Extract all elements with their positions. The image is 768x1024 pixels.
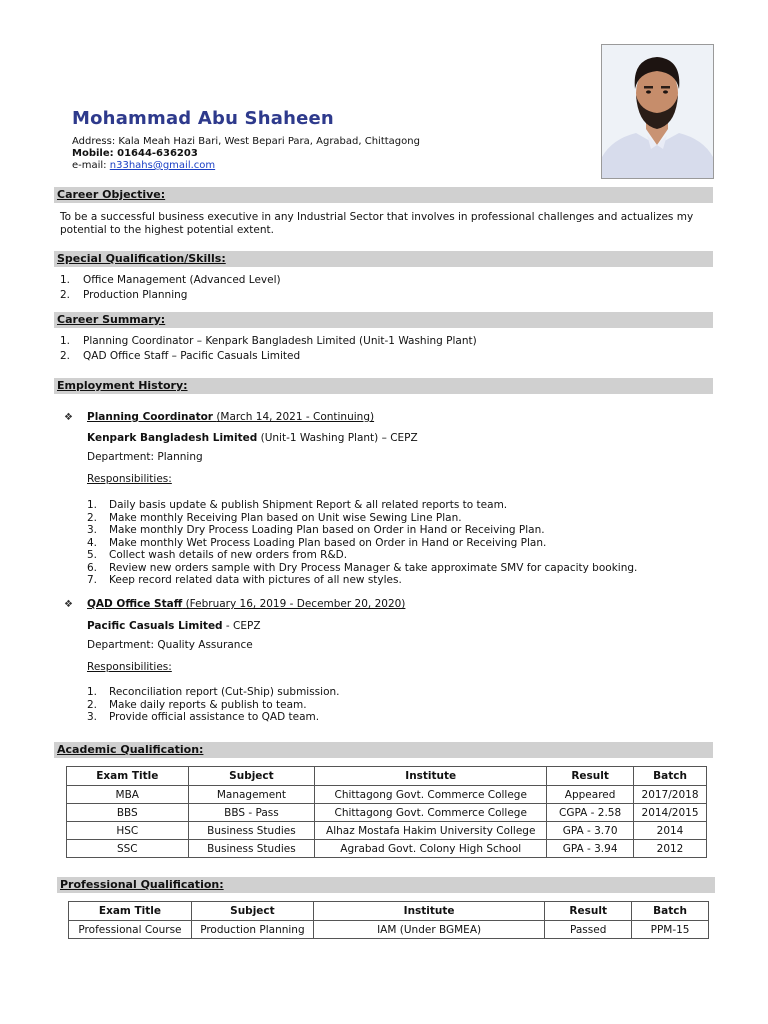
list-number: 2.: [87, 698, 98, 711]
column-header-batch: Batch: [634, 767, 707, 786]
cell-institute: Chittagong Govt. Commerce College: [315, 804, 547, 822]
job-responsibilities-list: [87, 499, 637, 587]
section-career-summary: [54, 312, 713, 328]
list-number: 2.: [60, 350, 71, 362]
column-header-result: Result: [547, 767, 634, 786]
list-item: [87, 711, 340, 724]
column-header-institute: Institute: [313, 902, 544, 921]
cell-batch: 2017/2018: [634, 786, 707, 804]
address-line: [72, 136, 420, 148]
career-objective-title: Career Objective:: [57, 188, 166, 201]
cell-subject: Production Planning: [191, 921, 313, 939]
cell-result: CGPA - 2.58: [547, 804, 634, 822]
job-title-line: [87, 598, 405, 610]
email-line: [72, 160, 420, 172]
table-row: [67, 804, 707, 822]
job-entry: [64, 597, 714, 727]
list-text: Review new orders sample with Dry Process Manager & take approximate SMV for capacity booking.: [109, 561, 638, 574]
list-number: 6.: [87, 561, 98, 574]
skills-title: Special Qualification/Skills:: [57, 252, 226, 265]
list-text: Make monthly Wet Process Loading Plan based on Order in Hand or Receiving Plan.: [109, 536, 547, 549]
job-position: QAD Office Staff: [87, 598, 183, 610]
mobile-value: 01644-636203: [117, 148, 198, 159]
cell-exam: BBS: [67, 804, 189, 822]
section-employment-history: [54, 378, 713, 394]
list-text: QAD Office Staff – Pacific Casuals Limited: [83, 350, 301, 362]
job-header: [64, 410, 714, 424]
cell-subject: Business Studies: [188, 822, 315, 840]
table-row: [67, 840, 707, 858]
column-header-result: Result: [545, 902, 632, 921]
list-item: [87, 686, 340, 699]
cell-result: GPA - 3.70: [547, 822, 634, 840]
cell-institute: Alhaz Mostafa Hakim University College: [315, 822, 547, 840]
section-skills: [54, 251, 713, 267]
career-summary-list: [60, 334, 710, 364]
job-responsibilities-list: [87, 686, 340, 724]
list-text: Planning Coordinator – Kenpark Bangladesh Limited (Unit-1 Washing Plant): [83, 335, 477, 347]
list-item: [87, 574, 637, 587]
list-text: Office Management (Advanced Level): [83, 274, 281, 286]
list-item: [87, 524, 637, 537]
cell-result: Appeared: [547, 786, 634, 804]
list-item: [60, 288, 710, 303]
contact-block: [72, 136, 420, 172]
job-company-line: [87, 620, 261, 632]
list-number: 5.: [87, 549, 98, 561]
diamond-bullet-icon: ❖: [64, 411, 73, 423]
cell-subject: BBS - Pass: [188, 804, 315, 822]
academic-table: [66, 766, 707, 858]
address-value: Kala Meah Hazi Bari, West Bepari Para, Agrabad, Chittagong: [118, 136, 420, 147]
section-career-objective: [54, 187, 713, 203]
job-department: Department: Quality Assurance: [87, 639, 253, 651]
list-text: Daily basis update & publish Shipment Report & all related reports to team.: [109, 499, 508, 511]
academic-qualification-title: Academic Qualification:: [57, 743, 204, 756]
mobile-label: Mobile:: [72, 148, 114, 159]
cell-exam: Professional Course: [69, 921, 192, 939]
list-item: [87, 549, 637, 562]
job-responsibilities-label: Responsibilities:: [87, 661, 172, 673]
list-item: [87, 699, 340, 712]
job-company-detail: - CEPZ: [225, 620, 261, 632]
list-number: 1.: [87, 686, 98, 698]
employment-history-title: Employment History:: [57, 379, 188, 392]
column-header-exam: Exam Title: [69, 902, 192, 921]
list-item: [60, 334, 710, 349]
job-responsibilities-label: Responsibilities:: [87, 473, 172, 485]
cell-batch: 2014: [634, 822, 707, 840]
list-item: [87, 512, 637, 525]
list-item: [60, 349, 710, 364]
job-title-line: [87, 411, 374, 423]
list-text: Collect wash details of new orders from R&D.: [109, 549, 348, 561]
list-number: 2.: [87, 511, 98, 524]
career-summary-title: Career Summary:: [57, 313, 166, 326]
job-department: Department: Planning: [87, 451, 203, 463]
list-number: 3.: [87, 524, 98, 536]
table-row: [67, 822, 707, 840]
cell-exam: MBA: [67, 786, 189, 804]
mobile-line: [72, 148, 420, 160]
list-text: Reconciliation report (Cut-Ship) submission.: [109, 686, 340, 698]
list-text: Make monthly Dry Process Loading Plan based on Order in Hand or Receiving Plan.: [109, 524, 545, 536]
job-company: Pacific Casuals Limited: [87, 620, 223, 632]
list-text: Production Planning: [83, 289, 188, 301]
list-text: Keep record related data with pictures of all new styles.: [109, 574, 402, 586]
list-number: 3.: [87, 711, 98, 723]
cell-result: GPA - 3.94: [547, 840, 634, 858]
cell-result: Passed: [545, 921, 632, 939]
column-header-subject: Subject: [188, 767, 315, 786]
profile-photo-image: [602, 45, 713, 178]
column-header-institute: Institute: [315, 767, 547, 786]
cell-institute: IAM (Under BGMEA): [313, 921, 544, 939]
professional-table: [68, 901, 709, 939]
list-item: [87, 562, 637, 575]
cell-subject: Management: [188, 786, 315, 804]
email-label: e-mail:: [72, 160, 107, 171]
skills-list: [60, 273, 710, 303]
job-period: (February 16, 2019 - December 20, 2020): [185, 598, 406, 610]
table-row: [69, 921, 709, 939]
list-text: Provide official assistance to QAD team.: [109, 711, 320, 723]
list-text: Make daily reports & publish to team.: [109, 698, 307, 711]
career-objective-text: To be a successful business executive in any Industrial Sector that involves in professional challenges and actualizes my potential to the highest potential extent.: [60, 211, 694, 236]
cell-institute: Agrabad Govt. Colony High School: [315, 840, 547, 858]
column-header-subject: Subject: [191, 902, 313, 921]
job-company: Kenpark Bangladesh Limited: [87, 432, 258, 444]
cell-exam: HSC: [67, 822, 189, 840]
cell-subject: Business Studies: [188, 840, 315, 858]
professional-qualification-title: Professional Qualification:: [60, 878, 224, 891]
diamond-bullet-icon: ❖: [64, 598, 73, 610]
list-number: 4.: [87, 536, 98, 549]
profile-photo: [601, 44, 714, 179]
list-item: [60, 273, 710, 288]
job-position: Planning Coordinator: [87, 411, 213, 423]
list-number: 2.: [60, 289, 71, 301]
list-number: 1.: [60, 335, 71, 347]
table-header-row: [69, 902, 709, 921]
section-academic-qualification: [54, 742, 713, 758]
job-company-line: [87, 432, 418, 444]
email-link[interactable]: n33hahs@gmail.com: [109, 160, 216, 171]
list-number: 7.: [87, 574, 98, 586]
list-item: [87, 499, 637, 512]
address-label: Address:: [72, 136, 116, 147]
job-period: (March 14, 2021 - Continuing): [216, 411, 375, 423]
section-professional-qualification: [57, 877, 715, 893]
job-entry: [64, 410, 714, 590]
list-item: [87, 537, 637, 550]
cell-batch: 2014/2015: [634, 804, 707, 822]
cell-exam: SSC: [67, 840, 189, 858]
cell-batch: PPM-15: [632, 921, 709, 939]
cell-batch: 2012: [634, 840, 707, 858]
list-text: Make monthly Receiving Plan based on Unit wise Sewing Line Plan.: [109, 511, 462, 524]
table-header-row: [67, 767, 707, 786]
cell-institute: Chittagong Govt. Commerce College: [315, 786, 547, 804]
job-header: [64, 597, 714, 611]
list-number: 1.: [60, 274, 71, 286]
column-header-batch: Batch: [632, 902, 709, 921]
table-row: [67, 786, 707, 804]
candidate-name: Mohammad Abu Shaheen: [72, 108, 334, 129]
column-header-exam: Exam Title: [67, 767, 189, 786]
job-company-detail: (Unit-1 Washing Plant) – CEPZ: [260, 432, 418, 444]
list-number: 1.: [87, 499, 98, 511]
